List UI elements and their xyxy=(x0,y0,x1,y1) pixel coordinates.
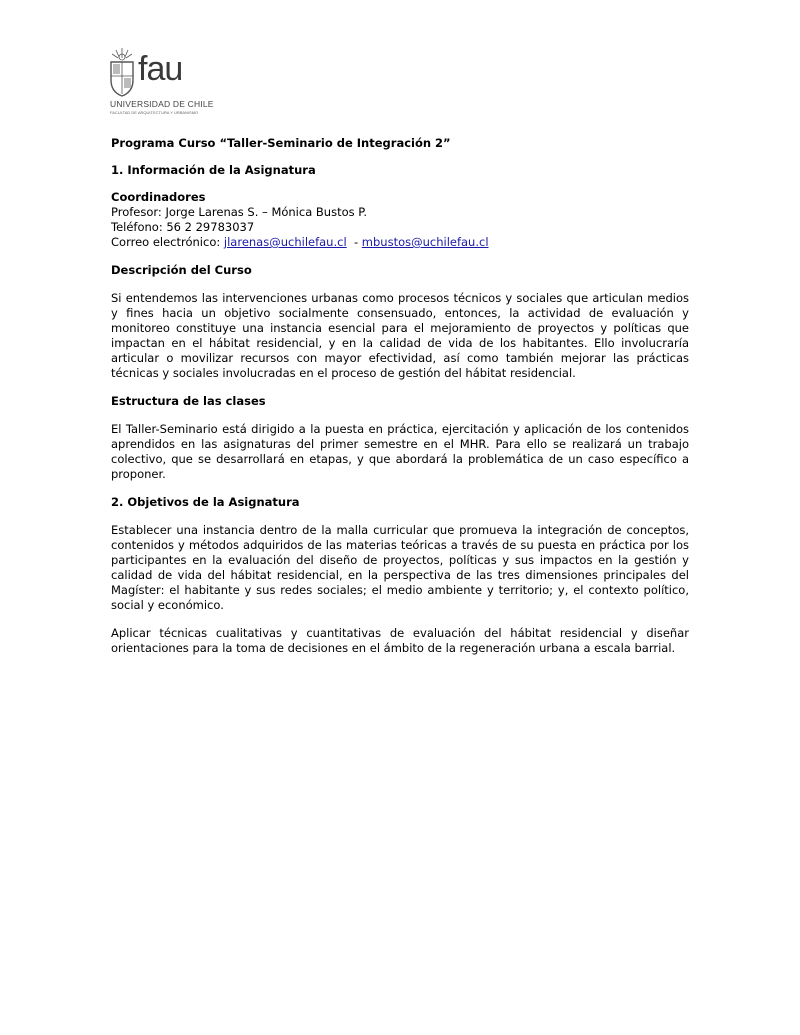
email-link-mbustos[interactable]: mbustos@uchilefau.cl xyxy=(361,235,489,249)
document-title: Programa Curso “Taller-Seminario de Integración 2” xyxy=(111,136,451,150)
coordinators-heading: Coordinadores xyxy=(111,190,206,204)
logo-university-name: UNIVERSIDAD DE CHILE xyxy=(110,99,214,109)
section-1-heading: 1. Información de la Asignatura xyxy=(111,163,316,177)
section-2-heading: 2. Objetivos de la Asignatura xyxy=(111,495,300,509)
email-line xyxy=(111,235,689,250)
university-crest-icon xyxy=(108,48,136,98)
description-paragraph: Si entendemos las intervenciones urbanas como procesos técnicos y sociales que articulan medios y fines hacia un objetivo socialmente consensuado, entonces, la actividad de evaluación y monitoreo constituye una instancia esencial para el mejoramiento de proyectos y políticas que impactan en el hábitat residencial, y en la calidad de vida de los habitantes. Ello involucraría articular o movilizar recursos con mayor efectividad, así como también mejorar las prácticas técnicas y sociales involucradas en el proceso de gestión del hábitat residencial. xyxy=(111,291,689,380)
objective-2-paragraph: Aplicar técnicas cualitativas y cuantitativas de evaluación del hábitat residencial y diseñar orientaciones para la toma de decisiones en el ámbito de la regeneración urbana a escala barrial. xyxy=(111,626,689,655)
logo-wordmark: fau xyxy=(138,50,183,88)
structure-heading: Estructura de las clases xyxy=(111,394,266,408)
logo-faculty-name: FACULTAD DE ARQUITECTURA Y URBANISMO xyxy=(110,110,199,115)
fau-logo xyxy=(108,44,214,120)
document-body xyxy=(111,136,689,656)
structure-paragraph: El Taller-Seminario está dirigido a la puesta en práctica, ejercitación y aplicación de los contenidos aprendidos en las asignaturas del primer semestre en el MHR. Para ello se realizará un trabajo colectivo, que se desarrollará en etapas, y que abordará la problemática de un caso específico a proponer. xyxy=(111,422,689,481)
email-separator: - xyxy=(346,235,362,249)
objective-1-paragraph: Establecer una instancia dentro de la malla curricular que promueva la integración de conceptos, contenidos y métodos adquiridos de las materias teóricas a través de su puesta en práctica por los participantes en la evaluación del diseño de proyectos, políticas y sus impactos en la gestión y calidad de vida del hábitat residencial, en la perspectiva de las tres dimensiones principales del Magíster: el habitante y sus redes sociales; el medio ambiente y territorio; y, el contexto político, social y económico. xyxy=(111,523,689,612)
email-label: Correo electrónico: xyxy=(111,235,224,249)
phone-line: Teléfono: 56 2 29783037 xyxy=(111,220,255,234)
professor-line: Profesor: Jorge Larenas S. – Mónica Bustos P. xyxy=(111,205,368,219)
email-link-jlarenas[interactable]: jlarenas@uchilefau.cl xyxy=(223,235,347,249)
description-heading: Descripción del Curso xyxy=(111,263,252,277)
